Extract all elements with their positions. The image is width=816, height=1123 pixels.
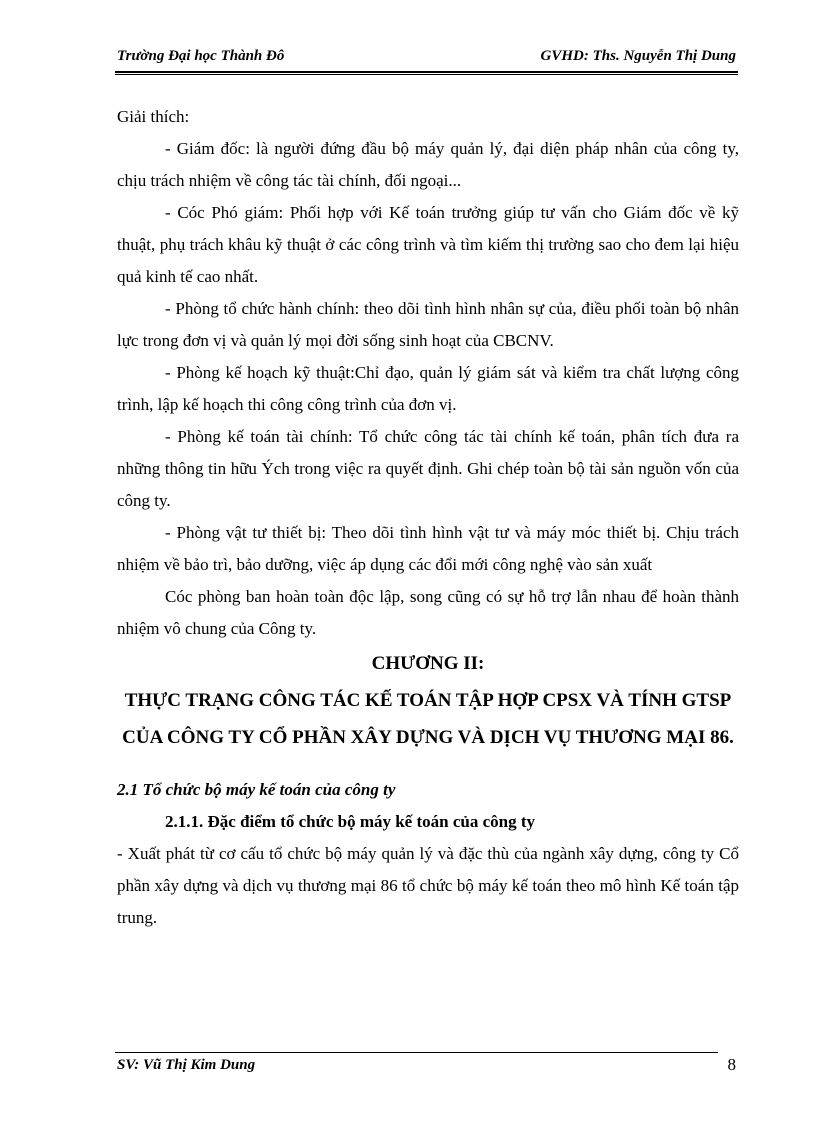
intro-label: Giải thích: [117, 107, 190, 126]
paragraph-accounting-model: - Xuất phát từ cơ cấu tổ chức bộ máy quản lý và đặc thù của ngành xây dựng, công ty Cổ phần xây dựng và dịch vụ thương mại 86 tổ chức bộ máy kế toán theo mô hình Kế toán tập trung. [117, 844, 739, 927]
header-rule [115, 71, 738, 73]
page-header [117, 48, 736, 70]
header-advisor: GVHD: Ths. Nguyễn Thị Dung [540, 48, 736, 64]
page-body [117, 101, 739, 934]
header-rule-thin [115, 74, 738, 75]
subsection-heading: 2.1.1. Đặc điểm tổ chức bộ máy kế toán của công ty [165, 812, 536, 831]
paragraph-director: - Giám đốc: là người đứng đầu bộ máy quản lý, đại diện pháp nhân của công ty, chịu trách nhiệm về công tác tài chính, đối ngoại... [117, 139, 739, 190]
page-number: 8 [727, 1055, 736, 1074]
paragraph-finance: - Phòng kế toán tài chính: Tổ chức công tác tài chính kế toán, phân tích đưa ra những thông tin hữu Ých trong việc ra quyết định. Ghi chép toàn bộ tài sản nguồn vốn của công ty. [117, 427, 739, 510]
paragraph-deputy: - Cóc Phó giám: Phối hợp với Kế toán trưởng giúp tư vấn cho Giám đốc về kỹ thuật, phụ trách khâu kỹ thuật ở các công trình và tìm kiếm thị trường sao cho đem lại hiệu quả kinh tế cao nhất. [117, 203, 739, 286]
chapter-heading: CHƯƠNG II: [371, 653, 485, 674]
footer-rule [115, 1052, 718, 1053]
header-school: Trường Đại học Thành Đô [117, 48, 285, 64]
section-heading: 2.1 Tổ chức bộ máy kế toán của công ty [117, 780, 396, 799]
paragraph-admin: - Phòng tổ chức hành chính: theo dõi tình hình nhân sự của, điều phối toàn bộ nhân lực trong đơn vị và quản lý mọi đời sống sinh hoạt của CBCNV. [117, 299, 739, 350]
paragraph-materials: - Phòng vật tư thiết bị: Theo dõi tình hình vật tư và máy móc thiết bị. Chịu trách nhiệm về bảo trì, bảo dưỡng, việc áp dụng các đổi mới công nghệ vào sản xuất [117, 523, 739, 574]
footer-student: SV: Vũ Thị Kim Dung [117, 1057, 256, 1073]
page-footer [117, 1057, 736, 1079]
paragraph-summary: Cóc phòng ban hoàn toàn độc lập, song cũng có sự hỗ trợ lẫn nhau để hoàn thành nhiệm vô chung của Công ty. [117, 587, 739, 638]
chapter-title: THỰC TRẠNG CÔNG TÁC KẾ TOÁN TẬP HỢP CPSX VÀ TÍNH GTSP CỦA CÔNG TY CỔ PHẦN XÂY DỰNG VÀ DỊCH VỤ THƯƠNG MẠI 86. [122, 690, 734, 748]
paragraph-planning: - Phòng kế hoạch kỹ thuật:Chỉ đạo, quản lý giám sát và kiểm tra chất lượng công trình, lập kế hoạch thi công công trình của đơn vị. [117, 363, 739, 414]
